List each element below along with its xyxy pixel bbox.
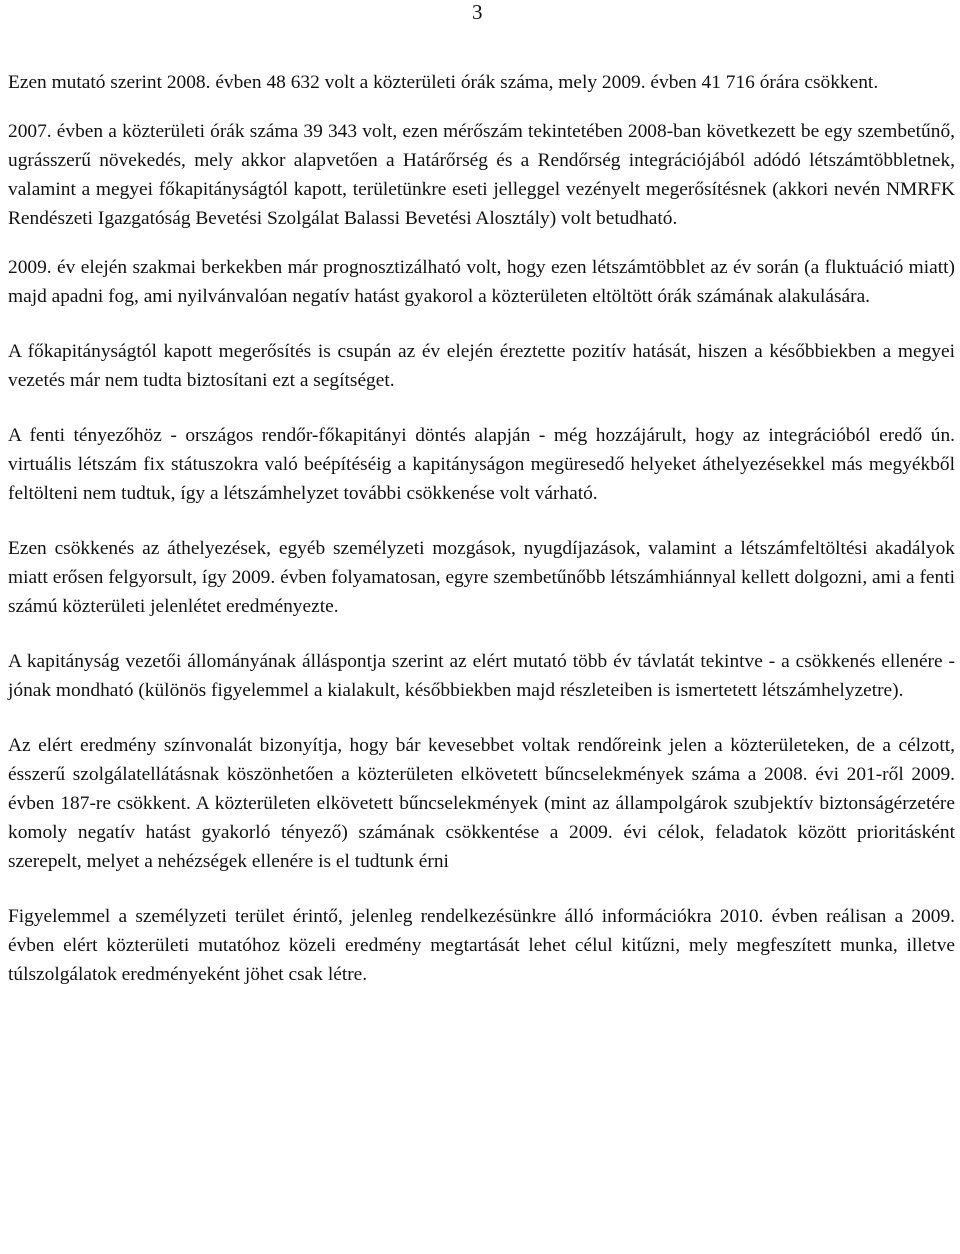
paragraph-2009-forecast: 2009. év elején szakmai berkekben már prognosztizálható volt, hogy ezen létszámtöbblet az év során (a fluktuáció miatt) majd apadni fog, ami nyilvánvalóan negatív hatást gyakorol a közterületen eltöltött órák számának alakulására. bbox=[8, 257, 955, 307]
paragraph-decline-reasons: Ezen csökkenés az áthelyezések, egyéb személyzeti mozgások, nyugdíjazások, valamint a létszámfeltöltési akadályok miatt erősen felgyorsult, így 2009. évben folyamatosan, egyre szembetűnőbb létszámhiánnyal kellett dolgozni, ami a fenti számú közterületi jelenlétet eredményezte. bbox=[8, 538, 955, 617]
document-body bbox=[8, 68, 955, 1015]
paragraph-reinforcement: A főkapitányságtól kapott megerősítés is csupán az év elején éreztette pozitív hatását, hiszen a későbbiekben a megyei vezetés már nem tudta biztosítani ezt a segítséget. bbox=[8, 341, 955, 391]
paragraph-crime-reduction: Az elért eredmény színvonalát bizonyítja, hogy bár kevesebbet voltak rendőreink jelen a közterületeken, de a célzott, ésszerű szolgálatellátásnak köszönhetően a közterületen elkövetett bűncselekmények száma a 2008. évi 201-ről 2009. évben 187-re csökkent. A közterületen elkövetett bűncselekmények (mint az állampolgárok szubjektív biztonságérzetére komoly negatív hatást gyakorló tényező) számának csökkentése a 2009. évi célok, feladatok között prioritásként szerepelt, melyet a nehézségek ellenére is el tudtunk érni bbox=[8, 735, 955, 872]
page-number: 3 bbox=[472, 0, 483, 24]
paragraph-staffing-factors: A fenti tényezőhöz - országos rendőr-főkapitányi döntés alapján - még hozzájárult, hogy az integrációból eredő ún. virtuális létszám fix státuszokra való beépítéséig a kapitányságon megüresedő helyeket áthelyezésekkel más megyékből feltölteni nem tudtuk, így a létszámhelyzet további csökkenése volt várható. bbox=[8, 425, 955, 504]
paragraph-hour-metric: Ezen mutató szerint 2008. évben 48 632 volt a közterületi órák száma, mely 2009. évben 41 716 órára csökkent. bbox=[8, 72, 879, 93]
paragraph-2010-outlook: Figyelemmel a személyzeti terület érintő, jelenleg rendelkezésünkre álló információkra 2010. évben reálisan a 2009. évben elért közterületi mutatóhoz közeli eredmény megtartását lehet célul kitűzni, mely megfeszített munka, illetve túlszolgálatok eredményeként jöhet csak létre. bbox=[8, 906, 955, 985]
paragraph-leadership-opinion: A kapitányság vezetői állományának álláspontja szerint az elért mutató több év távlatát tekintve - a csökkenés ellenére - jónak mondható (különös figyelemmel a kialakult, későbbiekben majd részleteiben is ismertetett létszámhelyzetre). bbox=[8, 651, 955, 701]
paragraph-2007-2008-growth: 2007. évben a közterületi órák száma 39 343 volt, ezen mérőszám tekintetében 2008-ban következett be egy szembetűnő, ugrásszerű növekedés, mely akkor alapvetően a Határőrség és a Rendőrség integrációjából adódó létszámtöbbletnek, valamint a megyei főkapitányságtól kapott, területünkre eseti jelleggel vezényelt megerősítésnek (akkori nevén NMRFK Rendészeti Igazgatóság Bevetési Szolgálat Balassi Bevetési Alosztály) volt betudható. bbox=[8, 121, 955, 229]
